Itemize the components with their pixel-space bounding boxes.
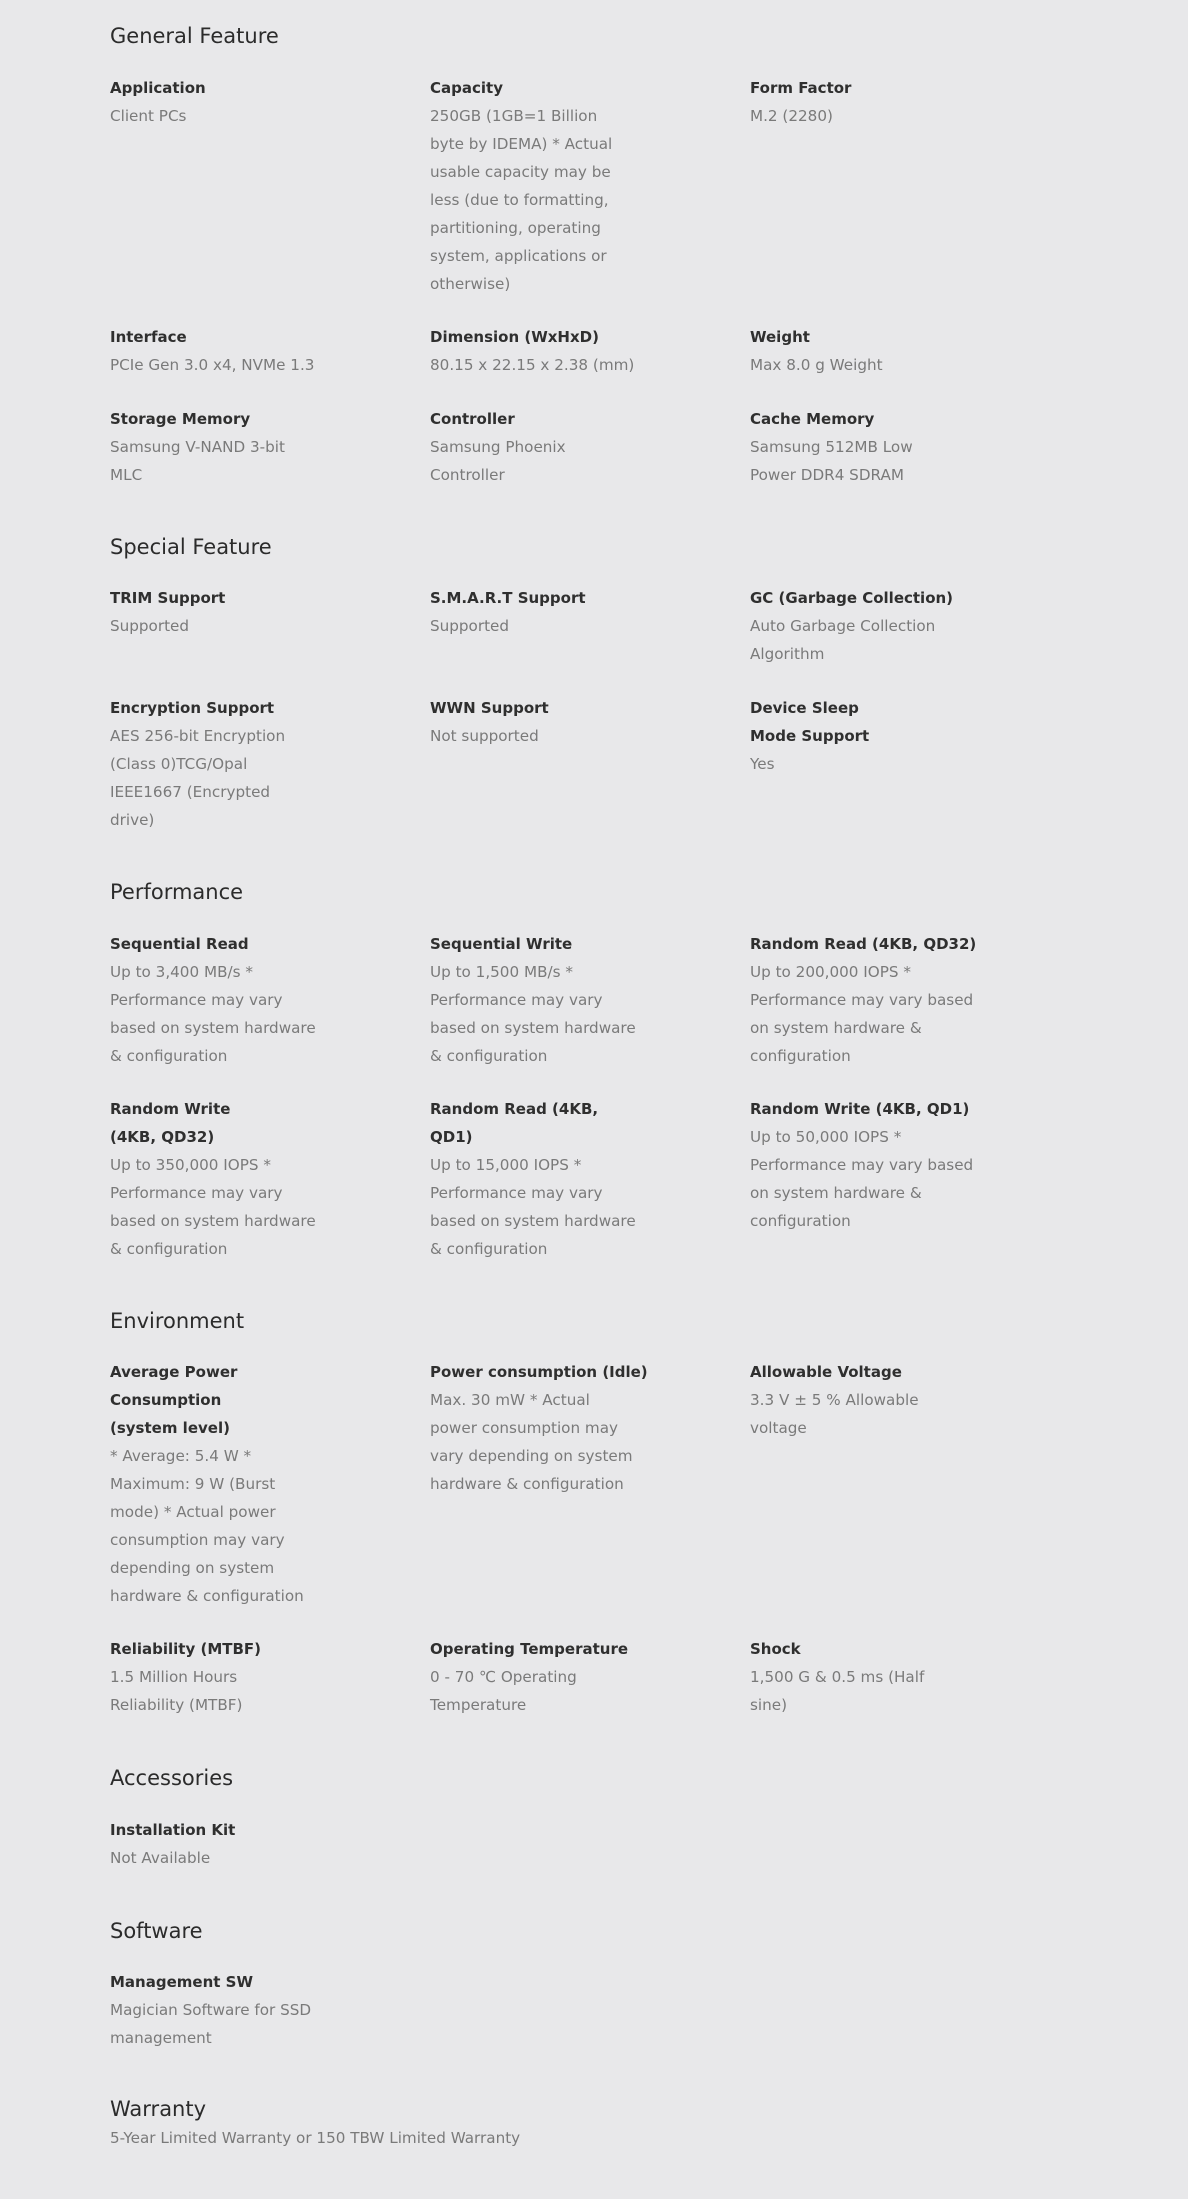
spec-label: Installation Kit xyxy=(110,1821,236,1839)
spec-value: Auto Garbage Collection Algorithm xyxy=(750,617,936,663)
spec-item-interface xyxy=(110,323,370,379)
spec-item-sequential-read xyxy=(110,930,325,1070)
spec-item-form-factor xyxy=(750,74,965,130)
spec-label: Random Write (4KB, QD1) xyxy=(750,1100,970,1118)
spec-label: Management SW xyxy=(110,1973,253,1991)
section-title-environment: Environment xyxy=(110,1309,245,1333)
spec-label: Encryption Support xyxy=(110,699,275,717)
spec-label: Random Read (4KB, QD1) xyxy=(430,1100,599,1146)
spec-label: Power consumption (Idle) xyxy=(430,1363,648,1381)
spec-item-allowable-voltage xyxy=(750,1358,930,1442)
warranty-text: 5-Year Limited Warranty or 150 TBW Limited Warranty xyxy=(110,2129,521,2147)
spec-value: Not Available xyxy=(110,1849,211,1867)
spec-value: Up to 3,400 MB/s * Performance may vary based on system hardware & configuration xyxy=(110,963,316,1065)
spec-label: S.M.A.R.T Support xyxy=(430,589,586,607)
spec-item-dimension xyxy=(430,323,690,379)
spec-value: 3.3 V ± 5 % Allowable voltage xyxy=(750,1391,919,1437)
section-title-accessories: Accessories xyxy=(110,1766,234,1790)
spec-value: Client PCs xyxy=(110,107,187,125)
spec-item-encryption-support xyxy=(110,694,300,834)
spec-value: 1.5 Million Hours Reliability (MTBF) xyxy=(110,1668,243,1714)
spec-label: Random Read (4KB, QD32) xyxy=(750,935,977,953)
spec-item-weight xyxy=(750,323,965,379)
spec-value: Samsung V-NAND 3-bit MLC xyxy=(110,438,285,484)
section-title-general-feature: General Feature xyxy=(110,24,279,48)
section-title-software: Software xyxy=(110,1919,203,1943)
spec-value: PCIe Gen 3.0 x4, NVMe 1.3 xyxy=(110,356,315,374)
spec-label: Reliability (MTBF) xyxy=(110,1640,262,1658)
spec-item-application xyxy=(110,74,325,130)
spec-label: Interface xyxy=(110,328,187,346)
spec-item-capacity xyxy=(430,74,630,298)
spec-item-cache-memory xyxy=(750,405,935,489)
spec-label: Random Write (4KB, QD32) xyxy=(110,1100,231,1146)
spec-item-management-sw xyxy=(110,1968,320,2052)
spec-item-random-read-qd32 xyxy=(750,930,980,1070)
spec-label: Application xyxy=(110,79,206,97)
spec-item-installation-kit xyxy=(110,1816,325,1872)
spec-label: Device Sleep Mode Support xyxy=(750,699,870,745)
spec-label: Shock xyxy=(750,1640,801,1658)
spec-value: Up to 15,000 IOPS * Performance may vary based on system hardware & configuration xyxy=(430,1156,636,1258)
spec-item-storage-memory xyxy=(110,405,295,489)
spec-item-smart-support xyxy=(430,584,645,640)
spec-label: Storage Memory xyxy=(110,410,251,428)
spec-value: Up to 200,000 IOPS * Performance may vary based on system hardware & configuration xyxy=(750,963,974,1065)
spec-item-garbage-collection xyxy=(750,584,965,668)
spec-label: Operating Temperature xyxy=(430,1640,629,1658)
spec-value: Magician Software for SSD management xyxy=(110,2001,312,2047)
spec-value: Max 8.0 g Weight xyxy=(750,356,883,374)
spec-value: 80.15 x 22.15 x 2.38 (mm) xyxy=(430,356,635,374)
spec-value: Samsung 512MB Low Power DDR4 SDRAM xyxy=(750,438,913,484)
spec-value: Up to 50,000 IOPS * Performance may vary based on system hardware & configuration xyxy=(750,1128,974,1230)
section-title-performance: Performance xyxy=(110,880,244,904)
spec-item-random-write-qd1 xyxy=(750,1095,980,1235)
spec-label: Average Power Consumption (system level) xyxy=(110,1363,238,1437)
spec-value: Not supported xyxy=(430,727,539,745)
spec-label: Allowable Voltage xyxy=(750,1363,902,1381)
spec-value: * Average: 5.4 W * Maximum: 9 W (Burst mode) * Actual power consumption may vary depending on system hardware & configuration xyxy=(110,1447,304,1605)
spec-label: Sequential Write xyxy=(430,935,573,953)
spec-label: Capacity xyxy=(430,79,503,97)
spec-item-power-idle xyxy=(430,1358,648,1498)
spec-item-shock xyxy=(750,1635,930,1719)
spec-label: Form Factor xyxy=(750,79,852,97)
spec-label: WWN Support xyxy=(430,699,549,717)
spec-value: Up to 350,000 IOPS * Performance may vary based on system hardware & configuration xyxy=(110,1156,316,1258)
spec-label: Weight xyxy=(750,328,810,346)
spec-label: Sequential Read xyxy=(110,935,249,953)
spec-item-controller xyxy=(430,405,570,489)
spec-item-random-write-qd32 xyxy=(110,1095,325,1263)
spec-value: Supported xyxy=(430,617,510,635)
spec-value: AES 256-bit Encryption (Class 0)TCG/Opal IEEE1667 (Encrypted drive) xyxy=(110,727,286,829)
spec-item-reliability xyxy=(110,1635,290,1719)
spec-label: GC (Garbage Collection) xyxy=(750,589,954,607)
spec-value: Supported xyxy=(110,617,190,635)
spec-label: Cache Memory xyxy=(750,410,875,428)
spec-value: Yes xyxy=(750,755,775,773)
spec-value: 1,500 G & 0.5 ms (Half sine) xyxy=(750,1668,925,1714)
spec-value: M.2 (2280) xyxy=(750,107,833,125)
spec-item-sequential-write xyxy=(430,930,645,1070)
spec-label: Controller xyxy=(430,410,515,428)
spec-value: Samsung Phoenix Controller xyxy=(430,438,566,484)
section-title-warranty: Warranty xyxy=(110,2097,207,2121)
spec-item-wwn-support xyxy=(430,694,645,750)
spec-item-average-power xyxy=(110,1358,310,1610)
spec-item-operating-temperature xyxy=(430,1635,629,1719)
spec-item-device-sleep-mode xyxy=(750,694,910,778)
spec-label: TRIM Support xyxy=(110,589,226,607)
spec-label: Dimension (WxHxD) xyxy=(430,328,599,346)
spec-value: Max. 30 mW * Actual power consumption may vary depending on system hardware & configuration xyxy=(430,1391,633,1493)
spec-value: Up to 1,500 MB/s * Performance may vary based on system hardware & configuration xyxy=(430,963,636,1065)
spec-value: 0 - 70 ℃ Operating Temperature xyxy=(430,1668,577,1714)
spec-item-random-read-qd1 xyxy=(430,1095,645,1263)
spec-item-trim-support xyxy=(110,584,325,640)
spec-value: 250GB (1GB=1 Billion byte by IDEMA) * Actual usable capacity may be less (due to formatting, partitioning, operating system, applications or otherwise) xyxy=(430,107,613,293)
section-title-special-feature: Special Feature xyxy=(110,535,272,559)
